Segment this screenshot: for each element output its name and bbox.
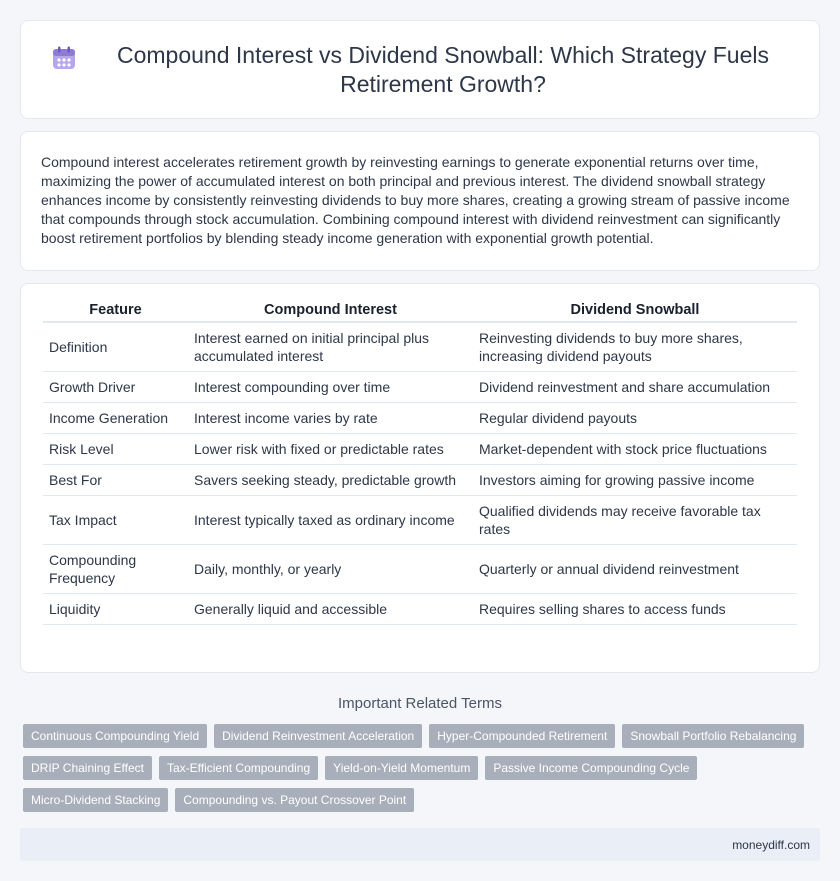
header-compound-interest: Compound Interest: [188, 298, 473, 322]
header-feature: Feature: [43, 298, 188, 322]
comparison-card: [20, 283, 820, 673]
term-tag[interactable]: Snowball Portfolio Rebalancing: [622, 724, 804, 748]
term-tag[interactable]: Dividend Reinvestment Acceleration: [214, 724, 422, 748]
cell-feature: Liquidity: [43, 593, 188, 624]
term-tag[interactable]: Micro-Dividend Stacking: [23, 788, 168, 812]
header-dividend-snowball: Dividend Snowball: [473, 298, 797, 322]
title-card: [20, 20, 820, 119]
table-row: [43, 593, 797, 624]
table-row: [43, 371, 797, 402]
calendar-icon: [51, 45, 77, 71]
intro-text: Compound interest accelerates retirement growth by reinvesting earnings to generate exponential returns over time, maximizing the power of accumulated interest on both principal and previous interest. The dividend snowball strategy enhances income by consistently reinvesting dividends to buy more shares, creating a growing stream of passive income that compounds through stock accumulation. Combining compound interest with dividend reinvestment can significantly boost retirement portfolios by blending steady income generation with exponential growth potential.: [41, 154, 790, 246]
page-title: Compound Interest vs Dividend Snowball: Which Strategy Fuels Retirement Growth?: [117, 41, 769, 97]
term-tag[interactable]: Tax-Efficient Compounding: [159, 756, 318, 780]
related-terms-heading: Important Related Terms: [338, 695, 502, 712]
cell-dividend: Regular dividend payouts: [473, 402, 797, 433]
cell-dividend: Investors aiming for growing passive income: [473, 464, 797, 495]
table-row: [43, 464, 797, 495]
cell-compound: Lower risk with fixed or predictable rates: [188, 433, 473, 464]
table-row: [43, 495, 797, 544]
term-tag[interactable]: Yield-on-Yield Momentum: [325, 756, 478, 780]
cell-feature: Definition: [43, 322, 188, 371]
term-tag[interactable]: Passive Income Compounding Cycle: [485, 756, 697, 780]
cell-feature: Growth Driver: [43, 371, 188, 402]
cell-feature: Income Generation: [43, 402, 188, 433]
table-row: [43, 322, 797, 371]
term-tag[interactable]: DRIP Chaining Effect: [23, 756, 152, 780]
cell-compound: Interest typically taxed as ordinary income: [188, 495, 473, 544]
table-row: [43, 544, 797, 593]
cell-feature: Risk Level: [43, 433, 188, 464]
footer: [20, 828, 820, 861]
cell-dividend: Market-dependent with stock price fluctuations: [473, 433, 797, 464]
table-row: [43, 402, 797, 433]
cell-feature: Best For: [43, 464, 188, 495]
title-wrap: [51, 41, 789, 99]
cell-feature: Tax Impact: [43, 495, 188, 544]
intro-card: [20, 131, 820, 271]
cell-dividend: Quarterly or annual dividend reinvestment: [473, 544, 797, 593]
cell-dividend: Reinvesting dividends to buy more shares, increasing dividend payouts: [473, 322, 797, 371]
cell-dividend: Qualified dividends may receive favorable tax rates: [473, 495, 797, 544]
related-terms-section: [20, 695, 820, 812]
cell-feature: Compounding Frequency: [43, 544, 188, 593]
related-terms-list: [20, 724, 820, 812]
cell-dividend: Dividend reinvestment and share accumulation: [473, 371, 797, 402]
cell-dividend: Requires selling shares to access funds: [473, 593, 797, 624]
table-header-row: [43, 298, 797, 322]
term-tag[interactable]: Compounding vs. Payout Crossover Point: [175, 788, 414, 812]
cell-compound: Daily, monthly, or yearly: [188, 544, 473, 593]
cell-compound: Savers seeking steady, predictable growth: [188, 464, 473, 495]
term-tag[interactable]: Hyper-Compounded Retirement: [429, 724, 615, 748]
table-row: [43, 433, 797, 464]
footer-site[interactable]: moneydiff.com: [732, 837, 810, 852]
cell-compound: Interest compounding over time: [188, 371, 473, 402]
comparison-table: [43, 298, 797, 625]
cell-compound: Generally liquid and accessible: [188, 593, 473, 624]
cell-compound: Interest income varies by rate: [188, 402, 473, 433]
cell-compound: Interest earned on initial principal plus accumulated interest: [188, 322, 473, 371]
term-tag[interactable]: Continuous Compounding Yield: [23, 724, 207, 748]
